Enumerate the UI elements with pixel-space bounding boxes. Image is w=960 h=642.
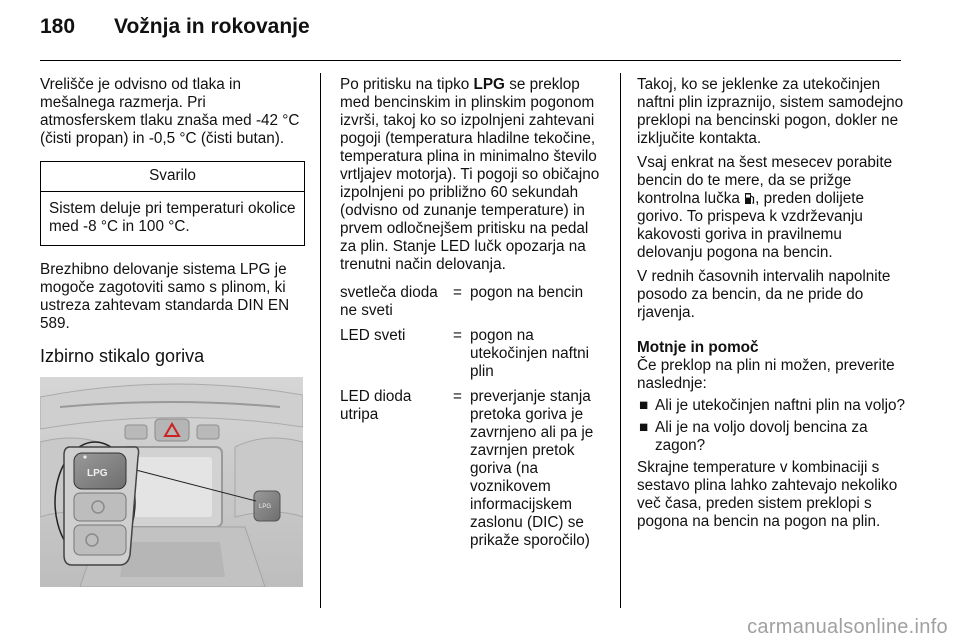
list-item-text: Ali je na voljo dovolj bencina za zagon? [655,419,868,454]
small-lpg-label: LPG [259,504,272,510]
temperature-paragraph: Skrajne temperature v kombinaciji s sestavo plina lahko zahtevajo nekoliko več časa, preden sistem preklopi s pogona na bencin na pogon na plin. [637,459,898,530]
lpg-standard-paragraph: Brezhibno delovanje sistema LPG je mogoče zagotoviti samo s plinom, ki ustreza zahtevam standarda DIN EN 589. [40,261,290,332]
fuel-pump-icon [744,192,755,205]
fuel-selector-heading: Izbirno stikalo goriva [40,346,205,366]
petrol-use-text-end: , preden dolijete gorivo. To prispeva k vzdrževanju kakovosti goriva in pravilnemu delovanju pogona na bencin. [637,190,864,261]
column-divider-2 [620,73,621,608]
petrol-use-text: Vsaj enkrat na šest mesecev porabite bencin do te mere, da se prižge kontrolna lučka [637,154,893,207]
led-equals: = [453,284,462,301]
header-rule [40,60,901,61]
boiling-point-paragraph: Vrelišče je odvisno od tlaka in mešalnega razmerja. Pri atmosferskem tlaku znaša med -42 °C (čisti propan) in -0,5 °C (čisti butan). [40,76,300,147]
table-row [340,284,608,327]
column-divider-1 [320,73,321,608]
warning-body: Sistem deluje pri temperaturi okolice med -8 °C in 100 °C. [49,200,296,235]
bullet-icon: ■ [639,419,649,436]
led-state: LED sveti [340,327,406,344]
empty-tank-paragraph: Takoj, ko se jeklenke za utekočinjen naftni plin izpraznijo, sistem samodejno preklopi na bencinski pogon, dokler ne izključite kontakta. [637,76,904,147]
led-state: svetleča dioda ne sveti [340,284,438,319]
list-item [637,397,905,415]
table-row [340,327,608,388]
column-middle [340,76,608,557]
led-equals: = [453,327,462,344]
list-item-text: Ali je utekočinjen naftni plin na voljo? [655,397,906,414]
list-item [637,419,905,455]
troubleshooting-intro: Če preklop na plin ni možen, preverite naslednje: [637,357,895,392]
column-right [637,76,905,531]
refill-paragraph: V rednih časovnih intervalih napolnite posodo za bencin, da ne pride do rjavenja. [637,268,891,321]
bullet-icon: ■ [639,397,649,414]
led-meaning: preverjanje stanja pretoka goriva je zavrnjeno ali pa je zavrnjen pretok goriva (na voznikovem informacijskem zaslonu (DIC) se prikaže sporočilo) [470,388,594,549]
lpg-button-label: LPG [87,468,108,479]
page-title: Vožnja in rokovanje [114,15,310,38]
troubleshooting-heading: Motnje in pomoč [637,339,759,356]
lpg-key-label: LPG [473,76,505,93]
led-meaning: pogon na bencin [470,284,584,301]
fuel-selector-illustration [40,377,303,587]
led-status-table [340,284,608,557]
petrol-use-paragraph [637,154,905,262]
lpg-switch-intro: Po pritisku na tipko [340,76,474,93]
lpg-switch-text: se preklop med bencinskim in plinskim pogonom izvrši, takoj ko so izpolnjeni zahtevani pogoji (temperatura hladilne tekočine, temperatura plina in minimalno število vrtljajev motorja). Ti pogoji so običajno izpolnjeni po približno 60 sekundah (odvisno od zunanje temperature) in prvem odločnejšem pritisku na pedal za plin. Stanje LED lučk opozarja na trenutni način delovanja. [340,76,600,273]
warning-title: Svarilo [41,162,304,192]
column-left [40,76,305,587]
led-equals: = [453,388,462,405]
table-row [340,388,608,557]
watermark: carmanualsonline.info [747,616,948,638]
led-meaning: pogon na utekočinjen naftni plin [470,327,590,380]
page-number: 180 [40,15,76,38]
warning-box [40,161,305,246]
lpg-switch-paragraph [340,76,608,274]
led-state: LED dioda utripa [340,388,412,423]
